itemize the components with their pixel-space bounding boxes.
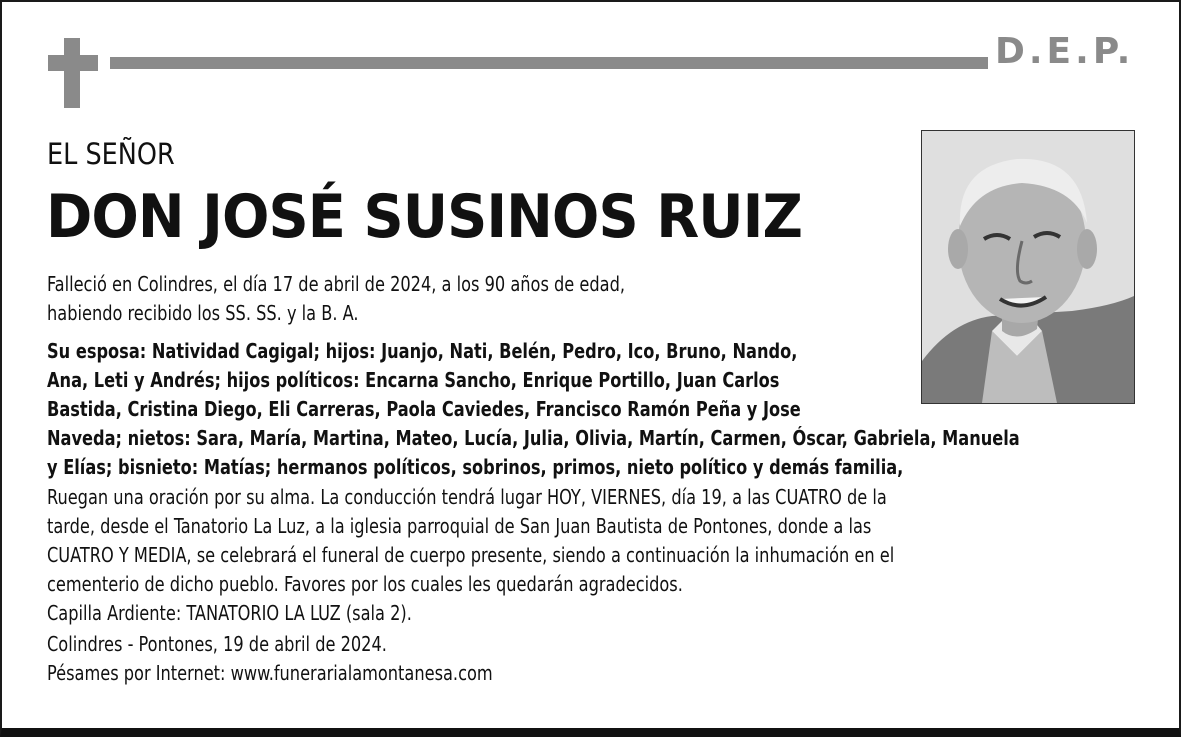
death-info (47, 270, 625, 328)
footer-info (47, 630, 493, 688)
death-info-line: habiendo recibido los SS. SS. y la B. A. (47, 301, 359, 325)
ceremony-line: Capilla Ardiente: TANATORIO LA LUZ (sala 2). (47, 601, 412, 625)
family-line: Ana, Leti y Andrés; hijos políticos: Encarna Sancho, Enrique Portillo, Juan Carlos (47, 368, 780, 392)
header-rule (110, 57, 988, 69)
footer-date: Colindres - Pontones, 19 de abril de 2024. (47, 632, 387, 656)
dep-label: D.E.P. (995, 31, 1135, 72)
footer-condolences: Pésames por Internet: www.funerarialamontanesa.com (47, 661, 493, 685)
family-line: Bastida, Cristina Diego, Eli Carreras, Paola Caviedes, Francisco Ramón Peña y Jose (47, 397, 801, 421)
family-line: Su esposa: Natividad Cagigal; hijos: Juanjo, Nati, Belén, Pedro, Ico, Bruno, Nando, (47, 339, 798, 363)
death-info-line: Falleció en Colindres, el día 17 de abril de 2024, a los 90 años de edad, (47, 272, 626, 296)
ceremony-line: cementerio de dicho pueblo. Favores por los cuales les quedarán agradecidos. (47, 572, 683, 596)
ceremony-line: tarde, desde el Tanatorio La Luz, a la iglesia parroquial de San Juan Bautista de Pontones, donde a las (47, 514, 872, 538)
ceremony-line: Ruegan una oración por su alma. La conducción tendrá lugar HOY, VIERNES, día 19, a las CUATRO de la (47, 485, 887, 509)
cross-icon-arm (48, 55, 98, 71)
ceremony-line: CUATRO Y MEDIA, se celebrará el funeral de cuerpo presente, siendo a continuación la inhumación en el (47, 543, 895, 567)
deceased-name: DON JOSÉ SUSINOS RUIZ (46, 182, 802, 252)
family-line: y Elías; bisnieto: Matías; hermanos políticos, sobrinos, primos, nieto político y demás familia, (47, 455, 904, 479)
ceremony-info (47, 483, 894, 628)
title-prefix: EL SEÑOR (47, 137, 175, 171)
family-line: Naveda; nietos: Sara, María, Martina, Mateo, Lucía, Julia, Olivia, Martín, Carmen, Óscar, Gabriela, Manuela (47, 426, 1020, 450)
family-list (47, 337, 1020, 482)
cross-icon (64, 38, 80, 108)
